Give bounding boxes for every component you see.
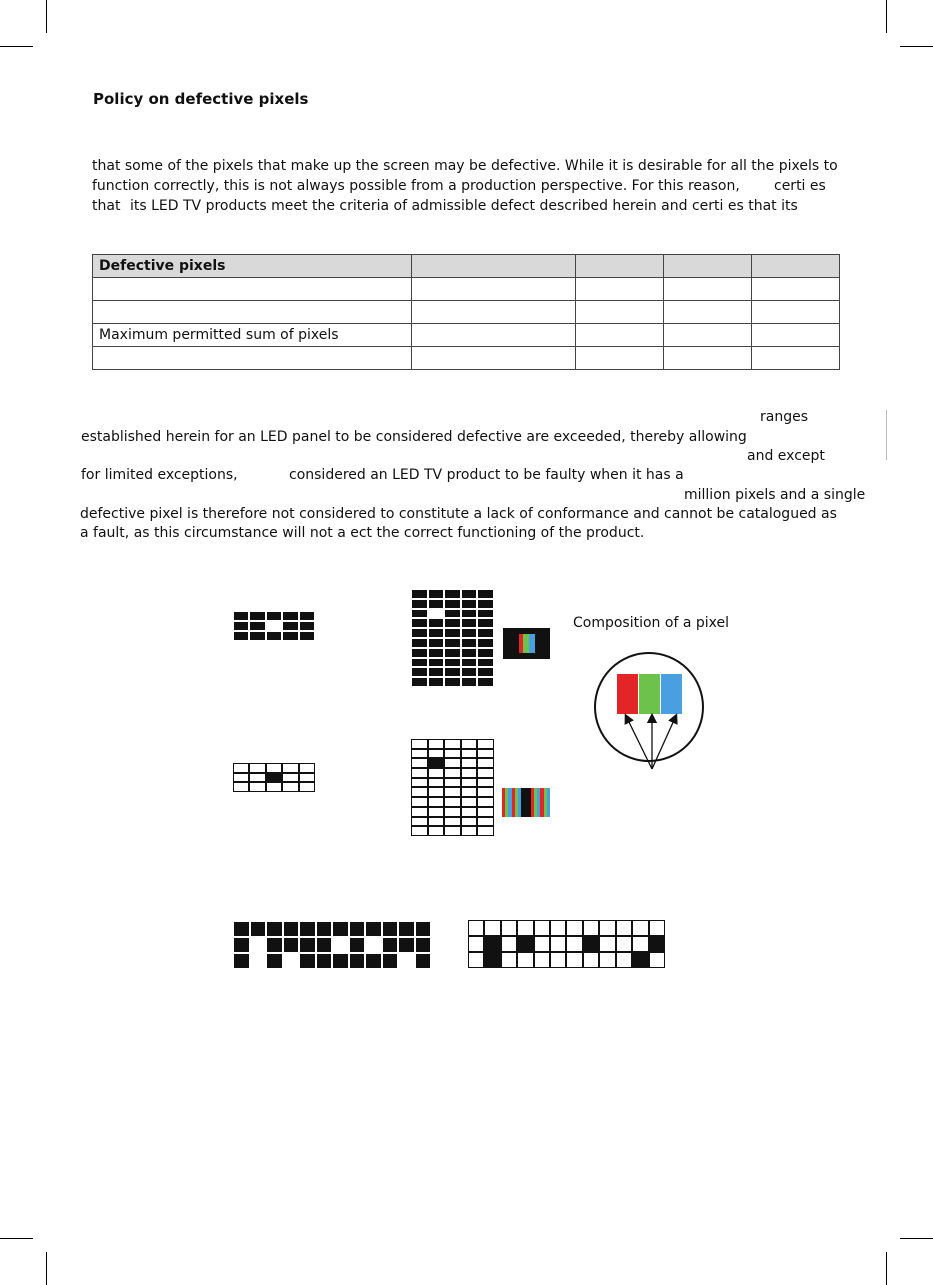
pixel-cell xyxy=(415,921,432,937)
pixel-cell xyxy=(477,618,494,628)
table-header-cell xyxy=(664,255,752,278)
pixel-cell xyxy=(583,952,599,968)
pixel-cell xyxy=(444,589,461,599)
pixel-cell xyxy=(233,782,249,792)
pixel-cell xyxy=(266,921,283,937)
table-header-cell xyxy=(576,255,664,278)
pixel-cell xyxy=(382,937,399,953)
pixel-cell xyxy=(477,807,494,817)
pixel-cell xyxy=(382,953,399,969)
dark-panel-bright-pixel-grid xyxy=(233,611,315,641)
pixel-cell xyxy=(411,638,428,648)
pixel-cell xyxy=(477,677,494,687)
pixel-cell xyxy=(233,953,250,969)
pixel-cell xyxy=(616,920,632,936)
pixel-cell xyxy=(428,826,445,836)
intro-fragment-that: that xyxy=(92,198,121,214)
crop-mark xyxy=(900,1238,933,1239)
crop-mark xyxy=(886,1252,887,1285)
table-cell xyxy=(576,347,664,370)
pixel-cell xyxy=(299,611,315,621)
pixel-cell xyxy=(282,763,298,773)
pixel-cell xyxy=(266,782,282,792)
pixel-cell xyxy=(632,936,648,952)
light-panel-zoom-grid xyxy=(411,739,494,836)
pixel-cell xyxy=(428,758,445,768)
body-line-4: a fault, as this circumstance will not a ect the correct functioning of the product. xyxy=(80,525,645,541)
pixel-cell xyxy=(599,952,615,968)
pixel-cell xyxy=(461,599,478,609)
table-cell xyxy=(576,278,664,301)
pixel-cell xyxy=(411,599,428,609)
pixel-cell xyxy=(461,618,478,628)
pixel-cell xyxy=(266,937,283,953)
pixel-cell xyxy=(477,749,494,759)
crop-mark xyxy=(46,0,47,33)
table-cell xyxy=(664,347,752,370)
pixel-cell xyxy=(484,920,500,936)
pixel-cell xyxy=(461,817,478,827)
table-cell xyxy=(664,301,752,324)
pixel-cell xyxy=(266,631,282,641)
pixel-cell xyxy=(349,953,366,969)
pixel-cell xyxy=(428,628,445,638)
pixel-cell xyxy=(461,807,478,817)
pixel-cell xyxy=(233,631,249,641)
pixel-cell xyxy=(444,609,461,619)
pixel-cell xyxy=(249,763,265,773)
table-cell xyxy=(93,347,412,370)
intro-line-1: that some of the pixels that make up the screen may be defective. While it is desirable for all the pixels to xyxy=(92,158,838,174)
pixel-cell xyxy=(444,628,461,638)
pixel-cell xyxy=(477,758,494,768)
pixel-cell xyxy=(517,936,533,952)
pixel-cell xyxy=(411,826,428,836)
pixel-cell xyxy=(428,609,445,619)
body-fragment-million: million pixels and a single xyxy=(684,487,866,503)
pixel-cell xyxy=(332,937,349,953)
pixel-cell xyxy=(299,953,316,969)
pixel-cell xyxy=(461,658,478,668)
table-row xyxy=(93,324,840,347)
pixel-cell xyxy=(477,599,494,609)
pixel-cell xyxy=(632,920,648,936)
defective-pixels-table xyxy=(92,254,840,370)
body-fragment-ranges: ranges xyxy=(760,409,809,425)
pixel-cell xyxy=(583,936,599,952)
table-row xyxy=(93,347,840,370)
crop-mark xyxy=(886,0,887,33)
pixel-cell xyxy=(550,952,566,968)
pixel-cell xyxy=(484,936,500,952)
pixel-cell xyxy=(411,758,428,768)
pixel-cell xyxy=(249,782,265,792)
intro-line-3: its LED TV products meet the criteria of admissible defect described herein and certi es that its xyxy=(130,198,798,214)
pixel-cell xyxy=(477,638,494,648)
table-cell xyxy=(411,324,576,347)
pixel-cell xyxy=(249,621,265,631)
pixel-cell xyxy=(411,797,428,807)
pixel-cell xyxy=(461,787,478,797)
pixel-cell xyxy=(599,920,615,936)
pixel-cell xyxy=(444,677,461,687)
pixel-cell xyxy=(233,921,250,937)
body-fragment-limited: for limited exceptions, xyxy=(81,467,238,483)
table-cell xyxy=(411,278,576,301)
pixel-cell xyxy=(461,797,478,807)
pixel-cell xyxy=(282,611,298,621)
crop-mark xyxy=(46,1252,47,1285)
pixel-cell xyxy=(428,739,445,749)
pixel-cell xyxy=(444,749,461,759)
bright-subpixel-detail xyxy=(503,628,550,659)
intro-fragment-certifies: certi es xyxy=(774,178,826,194)
pixel-cell xyxy=(566,920,582,936)
pixel-cell xyxy=(477,768,494,778)
pixel-cell xyxy=(428,807,445,817)
pixel-cell xyxy=(501,936,517,952)
pixel-cell xyxy=(299,631,315,641)
table-cell: Maximum permitted sum of pixels xyxy=(93,324,412,347)
pixel-cell xyxy=(365,953,382,969)
side-rule xyxy=(886,410,887,460)
pixel-cell xyxy=(477,609,494,619)
pixel-cell xyxy=(444,658,461,668)
pixel-cell xyxy=(566,936,582,952)
pixel-cell xyxy=(632,952,648,968)
pixel-cell xyxy=(461,749,478,759)
pixel-cell xyxy=(444,638,461,648)
pixel-cell xyxy=(444,768,461,778)
pixel-cell xyxy=(266,621,282,631)
pixel-cell xyxy=(349,921,366,937)
pixel-cell xyxy=(428,749,445,759)
pixel-cell xyxy=(484,952,500,968)
pixel-cell xyxy=(411,817,428,827)
pixel-cell xyxy=(398,937,415,953)
pixel-cell xyxy=(266,611,282,621)
pixel-cell xyxy=(428,677,445,687)
subpixel-arrows xyxy=(615,712,685,772)
body-line-3: defective pixel is therefore not considered to constitute a lack of conformance and cannot be catalogued as xyxy=(80,506,837,522)
table-header-cell xyxy=(411,255,576,278)
pixel-cell xyxy=(282,782,298,792)
table-cell xyxy=(664,278,752,301)
page-title: Policy on defective pixels xyxy=(93,90,309,108)
table-header-cell xyxy=(752,255,840,278)
light-panel-dark-pixel-grid xyxy=(233,763,315,792)
pixel-cell xyxy=(477,739,494,749)
table-cell xyxy=(93,301,412,324)
pixel-cell xyxy=(501,920,517,936)
pixel-cell xyxy=(233,937,250,953)
pixel-cell xyxy=(411,768,428,778)
pixel-cell xyxy=(428,599,445,609)
pixel-cell xyxy=(649,920,665,936)
pixel-cell xyxy=(444,739,461,749)
pixel-cell xyxy=(316,953,333,969)
pixel-cell xyxy=(461,768,478,778)
crop-mark xyxy=(0,1238,33,1239)
pixel-cell xyxy=(283,937,300,953)
pixel-cell xyxy=(444,618,461,628)
body-line-2: considered an LED TV product to be faulty when it has a xyxy=(289,467,684,483)
pixel-cell xyxy=(599,936,615,952)
pixel-cell xyxy=(266,763,282,773)
pixel-cell xyxy=(550,920,566,936)
pixel-cell xyxy=(428,797,445,807)
pixel-cell xyxy=(411,609,428,619)
pixel-cell xyxy=(299,621,315,631)
pixel-cell xyxy=(444,817,461,827)
pixel-cell xyxy=(411,778,428,788)
pixel-cell xyxy=(250,921,267,937)
pixel-cell xyxy=(365,937,382,953)
pixel-cell xyxy=(365,921,382,937)
pixel-cell xyxy=(444,778,461,788)
pixel-cell xyxy=(411,677,428,687)
pixel-cell xyxy=(461,778,478,788)
pixel-cell xyxy=(461,667,478,677)
pixel-cell xyxy=(428,778,445,788)
pixel-cell xyxy=(468,952,484,968)
body-line-1: established herein for an LED panel to be considered defective are exceeded, thereby allowing xyxy=(81,429,747,445)
pixel-cell xyxy=(444,797,461,807)
pixel-cell xyxy=(477,658,494,668)
pixel-cell xyxy=(428,667,445,677)
pixel-cell xyxy=(332,921,349,937)
blue-subpixel-bar xyxy=(661,674,682,714)
pixel-cell xyxy=(616,936,632,952)
pixel-cell xyxy=(461,648,478,658)
pixel-cell xyxy=(444,807,461,817)
pixel-cell xyxy=(411,739,428,749)
dark-subpixel-detail xyxy=(502,788,550,817)
composition-label: Composition of a pixel xyxy=(573,615,729,631)
pixel-cell xyxy=(477,778,494,788)
pixel-cell xyxy=(299,921,316,937)
pixel-cell xyxy=(477,797,494,807)
table-header-row xyxy=(93,255,840,278)
dark-panel-cluster-grid xyxy=(233,921,431,969)
pixel-cell xyxy=(266,773,282,783)
pixel-cell xyxy=(461,609,478,619)
pixel-cell xyxy=(444,758,461,768)
body-fragment-and-except: and except xyxy=(747,448,825,464)
pixel-cell xyxy=(477,817,494,827)
pixel-cell xyxy=(428,638,445,648)
pixel-cell xyxy=(282,631,298,641)
pixel-cell xyxy=(550,936,566,952)
pixel-cell xyxy=(299,763,315,773)
pixel-cell xyxy=(233,773,249,783)
pixel-cell xyxy=(411,618,428,628)
pixel-cell xyxy=(398,921,415,937)
pixel-cell xyxy=(428,589,445,599)
intro-line-2: function correctly, this is not always possible from a production perspective. For this reason, xyxy=(92,178,740,194)
pixel-cell xyxy=(428,768,445,778)
pixel-cell xyxy=(411,589,428,599)
pixel-cell xyxy=(249,773,265,783)
pixel-cell xyxy=(411,628,428,638)
pixel-cell xyxy=(316,937,333,953)
pixel-cell xyxy=(411,648,428,658)
pixel-cell xyxy=(534,936,550,952)
pixel-cell xyxy=(468,936,484,952)
pixel-cell xyxy=(444,826,461,836)
pixel-cell xyxy=(398,953,415,969)
table-header-cell: Defective pixels xyxy=(93,255,412,278)
pixel-cell xyxy=(233,763,249,773)
table-cell xyxy=(752,324,840,347)
pixel-cell xyxy=(250,953,267,969)
pixel-cell xyxy=(616,952,632,968)
pixel-cell xyxy=(428,648,445,658)
pixel-cell xyxy=(382,921,399,937)
pixel-cell xyxy=(501,952,517,968)
red-subpixel-bar xyxy=(617,674,638,714)
pixel-cell xyxy=(428,658,445,668)
pixel-cell xyxy=(299,937,316,953)
table-cell xyxy=(752,347,840,370)
pixel-cell xyxy=(411,658,428,668)
pixel-cell xyxy=(444,787,461,797)
pixel-cell xyxy=(415,937,432,953)
table-cell xyxy=(752,301,840,324)
table-cell xyxy=(411,347,576,370)
pixel-cell xyxy=(468,920,484,936)
table-row xyxy=(93,301,840,324)
pixel-cell xyxy=(477,667,494,677)
table-row xyxy=(93,278,840,301)
dark-panel-zoom-grid xyxy=(411,589,494,687)
pixel-cell xyxy=(332,953,349,969)
pixel-cell xyxy=(534,920,550,936)
pixel-cell xyxy=(444,667,461,677)
pixel-cell xyxy=(283,921,300,937)
pixel-cell xyxy=(461,638,478,648)
pixel-cell xyxy=(461,758,478,768)
pixel-cell xyxy=(411,807,428,817)
pixel-cell xyxy=(517,920,533,936)
table-cell xyxy=(576,301,664,324)
pixel-cell xyxy=(477,589,494,599)
pixel-cell xyxy=(415,953,432,969)
pixel-cell xyxy=(411,787,428,797)
table-cell xyxy=(664,324,752,347)
pixel-cell xyxy=(477,628,494,638)
table-cell xyxy=(411,301,576,324)
pixel-cell xyxy=(411,749,428,759)
pixel-cell xyxy=(517,952,533,968)
pixel-cell xyxy=(444,599,461,609)
crop-mark xyxy=(0,46,33,47)
pixel-cell xyxy=(566,952,582,968)
green-subpixel-bar xyxy=(639,674,660,714)
crop-mark xyxy=(900,46,933,47)
pixel-cell xyxy=(534,952,550,968)
pixel-cell xyxy=(411,667,428,677)
pixel-cell xyxy=(249,631,265,641)
pixel-cell xyxy=(428,618,445,628)
pixel-cell xyxy=(649,936,665,952)
pixel-cell xyxy=(477,826,494,836)
pixel-cell xyxy=(428,787,445,797)
pixel-cell xyxy=(477,787,494,797)
pixel-cell xyxy=(461,628,478,638)
pixel-cell xyxy=(461,826,478,836)
pixel-cell xyxy=(583,920,599,936)
pixel-cell xyxy=(283,953,300,969)
pixel-cell xyxy=(461,677,478,687)
pixel-cell xyxy=(299,782,315,792)
pixel-cell xyxy=(461,589,478,599)
pixel-cell xyxy=(282,773,298,783)
pixel-cell xyxy=(349,937,366,953)
pixel-cell xyxy=(249,611,265,621)
table-cell xyxy=(752,278,840,301)
pixel-cell xyxy=(299,773,315,783)
pixel-cell xyxy=(477,648,494,658)
pixel-cell xyxy=(266,953,283,969)
pixel-cell xyxy=(428,817,445,827)
pixel-cell xyxy=(461,739,478,749)
pixel-cell xyxy=(282,621,298,631)
pixel-cell xyxy=(649,952,665,968)
light-panel-cluster-grid xyxy=(468,920,665,968)
pixel-cell xyxy=(233,621,249,631)
table-cell xyxy=(93,278,412,301)
pixel-cell xyxy=(233,611,249,621)
pixel-cell xyxy=(444,648,461,658)
pixel-cell xyxy=(316,921,333,937)
pixel-cell xyxy=(250,937,267,953)
table-cell xyxy=(576,324,664,347)
